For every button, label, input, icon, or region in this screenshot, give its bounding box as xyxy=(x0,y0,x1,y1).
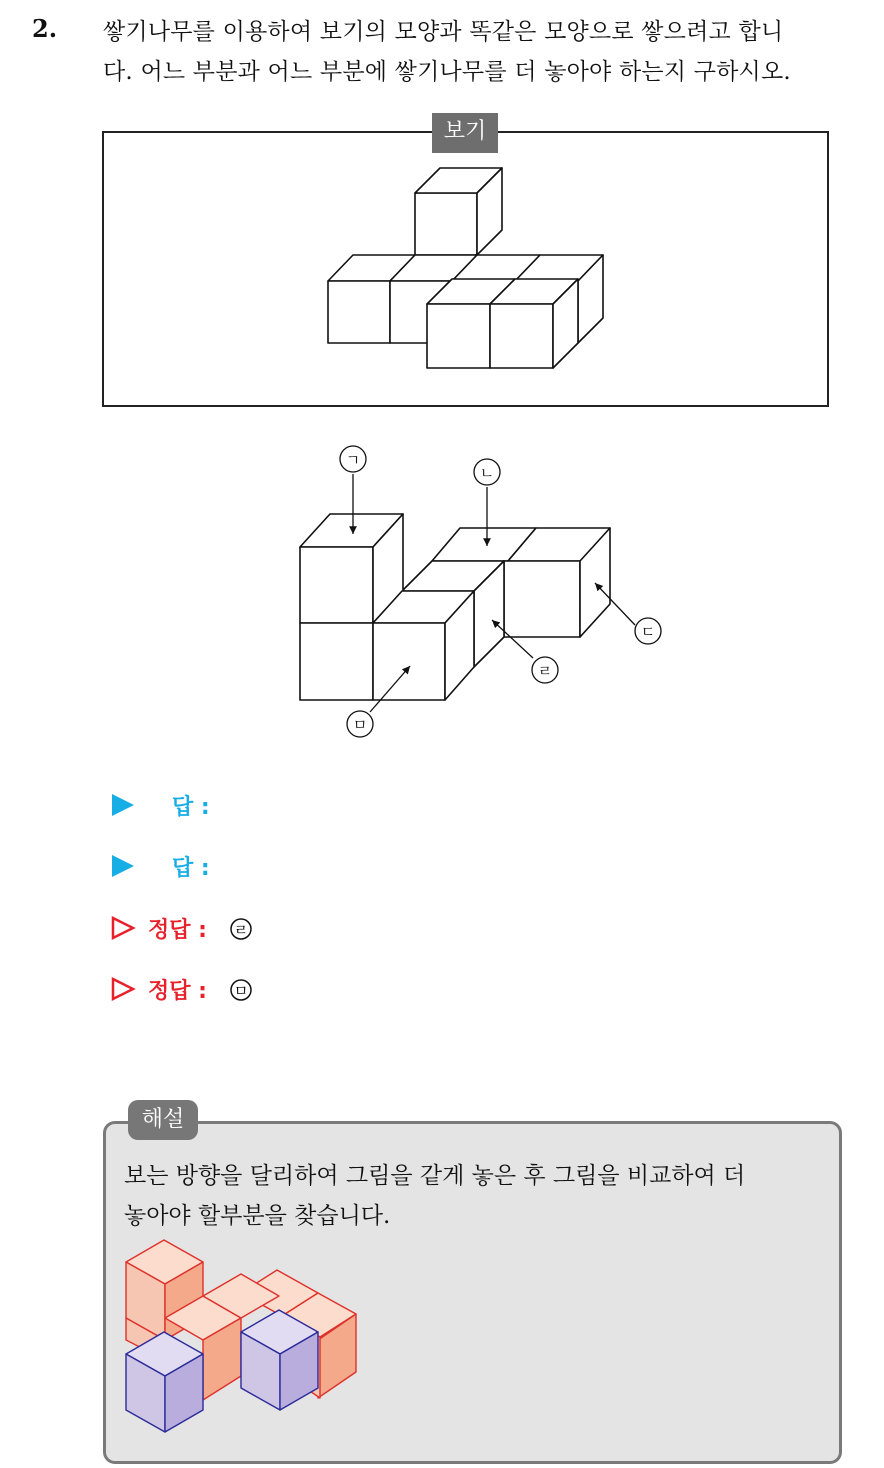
label-a: ㄱ xyxy=(345,451,361,469)
correct-label-1: 정답 : xyxy=(148,917,207,943)
play-outline-icon xyxy=(110,915,136,941)
bogi-figure xyxy=(0,0,884,420)
play-icon xyxy=(110,792,136,818)
label-b: ㄴ xyxy=(479,464,495,482)
answer-label-1: 답 : xyxy=(172,794,210,820)
correct-value-2 xyxy=(229,976,253,1002)
explanation-tag: 해설 xyxy=(128,1100,198,1140)
answer-row-1 xyxy=(110,788,232,822)
explanation-figure xyxy=(0,1230,884,1440)
correct-value-1 xyxy=(229,915,253,941)
explanation-text xyxy=(124,1156,824,1236)
question-line-1: 쌓기나무를 이용하여 보기의 모양과 똑같은 모양으로 쌓으려고 합니 xyxy=(103,19,784,45)
answer-row-2 xyxy=(110,849,232,883)
label-c: ㄷ xyxy=(640,623,656,641)
correct-row-2 xyxy=(110,972,253,1006)
play-icon xyxy=(110,853,136,879)
answer-label-2: 답 : xyxy=(172,855,210,881)
label-d: ㄹ xyxy=(537,662,553,680)
bogi-tag: 보기 xyxy=(432,113,498,153)
question-line-2: 다. 어느 부분과 어느 부분에 쌓기나무를 더 놓아야 하는지 구하시오. xyxy=(103,59,791,85)
question-number: 2. xyxy=(32,14,58,43)
label-e: ㅁ xyxy=(352,716,368,734)
bogi-front-cube-2 xyxy=(490,304,553,368)
correct-row-1 xyxy=(110,911,253,945)
bogi-top-cube-front xyxy=(415,193,477,255)
bogi-back-left-front xyxy=(328,281,390,343)
question-figure xyxy=(0,430,884,750)
play-outline-icon xyxy=(110,976,136,1002)
explanation-line-2: 놓아야 할부분을 찾습니다. xyxy=(124,1203,391,1229)
front-cube-face xyxy=(373,623,445,700)
svg-text:ㅁ: ㅁ xyxy=(233,981,249,1000)
correct-label-2: 정답 : xyxy=(148,978,207,1004)
bogi-front-cube-1 xyxy=(427,304,490,368)
svg-text:ㄹ: ㄹ xyxy=(233,920,249,939)
explanation-line-1: 보는 방향을 달리하여 그림을 같게 놓은 후 그림을 비교하여 더 xyxy=(124,1163,746,1189)
